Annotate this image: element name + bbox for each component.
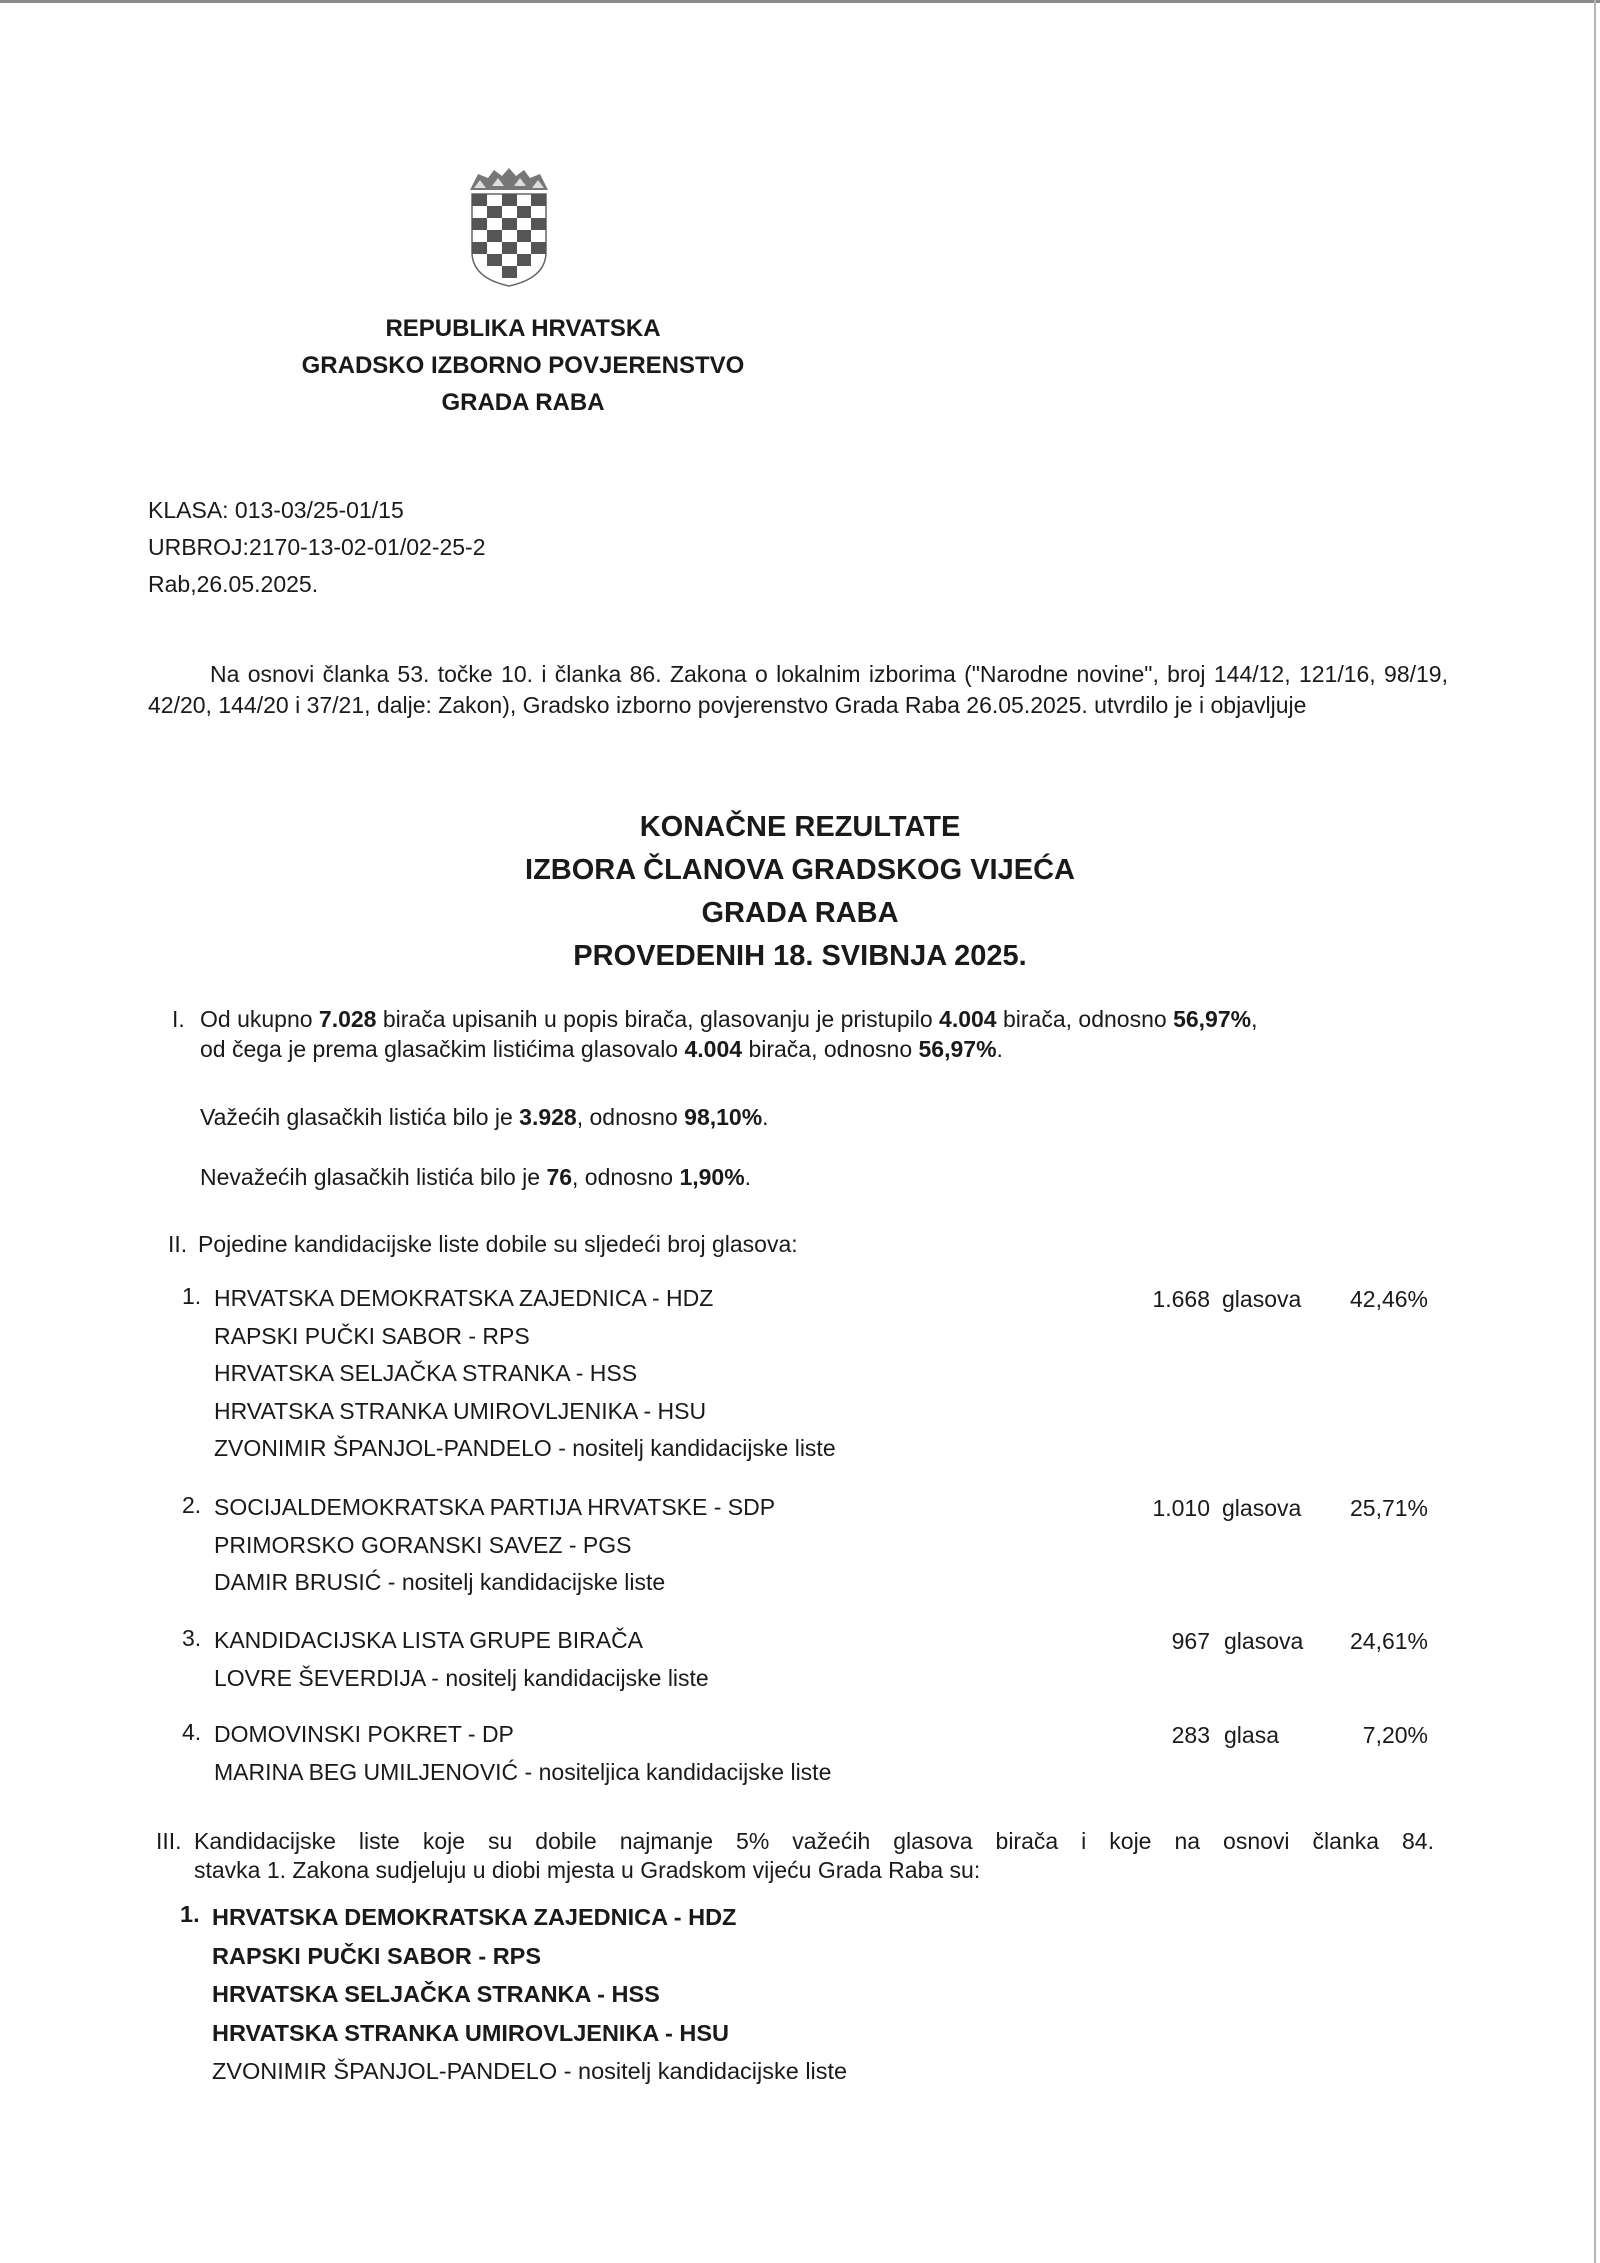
invalid-ballots-line xyxy=(200,1162,751,1193)
vote-percent: 7,20% xyxy=(1362,1722,1428,1748)
title-line-4: PROVEDENIH 18. SVIBNJA 2025. xyxy=(573,940,1027,972)
text: Od ukupno xyxy=(200,1006,319,1032)
vote-percent: 42,46% xyxy=(1349,1286,1428,1312)
document-title xyxy=(300,806,1300,978)
valid-ballots-line xyxy=(200,1102,769,1133)
list-parties xyxy=(214,1716,831,1791)
vote-count: 1.668 xyxy=(1152,1286,1210,1312)
text: , odnosno xyxy=(576,1104,685,1130)
party-name: HRVATSKA SELJAČKA STRANKA - HSS xyxy=(214,1360,638,1386)
holder-name: MARINA BEG UMILJENOVIĆ xyxy=(214,1758,519,1785)
intro-paragraph xyxy=(148,659,1448,721)
party-name: HRVATSKA DEMOKRATSKA ZAJEDNICA - HDZ xyxy=(212,1904,737,1930)
institution-header xyxy=(200,310,846,421)
list-number: 2. xyxy=(182,1492,202,1518)
section-1-number: I. xyxy=(172,1006,185,1032)
party-name: HRVATSKA DEMOKRATSKA ZAJEDNICA - HDZ xyxy=(214,1285,714,1311)
text: , xyxy=(1251,1006,1258,1032)
vote-percent: 24,61% xyxy=(1349,1628,1428,1654)
list-holder xyxy=(214,1430,836,1468)
document-meta xyxy=(148,492,486,603)
party-name: HRVATSKA SELJAČKA STRANKA - HSS xyxy=(212,1981,660,2007)
text: . xyxy=(762,1104,769,1130)
vote-word: glasa xyxy=(1224,1722,1279,1748)
party-name: HRVATSKA STRANKA UMIROVLJENIKA - HSU xyxy=(214,1397,707,1424)
party-name: DOMOVINSKI POKRET - DP xyxy=(214,1721,514,1747)
turnout-line-1 xyxy=(200,1004,1257,1035)
party-name: RAPSKI PUČKI SABOR - RPS xyxy=(212,1942,542,1969)
list-parties xyxy=(214,1489,775,1602)
list-holder xyxy=(212,2052,847,2091)
voters-turnout: 4.004 xyxy=(939,1006,997,1032)
vote-count: 283 xyxy=(1171,1722,1210,1748)
ballots-percent: 56,97% xyxy=(918,1036,997,1062)
text: Nevažećih glasačkih listića bilo je xyxy=(200,1164,547,1190)
party-name: HRVATSKA STRANKA UMIROVLJENIKA - HSU xyxy=(212,2019,730,2046)
text: . xyxy=(996,1036,1003,1062)
text: birača upisanih u popis birača, glasovanju je pristupilo xyxy=(376,1006,940,1032)
holder-name: DAMIR BRUSIĆ xyxy=(214,1569,382,1595)
scan-top-edge xyxy=(0,0,1600,3)
vote-percent: 25,71% xyxy=(1349,1495,1428,1521)
vote-word: glasova xyxy=(1222,1495,1302,1521)
vote-count: 1.010 xyxy=(1152,1495,1210,1521)
title-line-2: IZBORA ČLANOVA GRADSKOG VIJEĆA xyxy=(525,854,1075,886)
document-date: Rab,26.05.2025. xyxy=(148,571,319,597)
turnout-line-2 xyxy=(200,1034,1003,1065)
turnout-percent: 56,97% xyxy=(1173,1006,1252,1032)
header-city: GRADA RABA xyxy=(441,389,605,416)
text: . xyxy=(744,1164,752,1190)
text: birača, odnosno xyxy=(996,1006,1174,1032)
text: Važećih glasačkih listića bilo je xyxy=(200,1104,520,1130)
header-country: REPUBLIKA HRVATSKA xyxy=(385,315,661,342)
list-parties xyxy=(214,1280,836,1468)
header-body: GRADSKO IZBORNO POVJERENSTVO xyxy=(301,352,745,379)
section-2-number: II. xyxy=(168,1231,188,1257)
party-name: RAPSKI PUČKI SABOR - RPS xyxy=(214,1322,530,1349)
list-holder xyxy=(214,1564,775,1602)
urbroj: URBROJ:2170-13-02-01/02-25-2 xyxy=(148,534,486,560)
vote-word: glasova xyxy=(1224,1628,1304,1654)
holder-role: - nositelj kandidacijske liste xyxy=(381,1569,666,1595)
party-name: SOCIJALDEMOKRATSKA PARTIJA HRVATSKE - SDP xyxy=(214,1494,776,1520)
list-holder xyxy=(214,1660,709,1698)
section-3-line-2: stavka 1. Zakona sudjeluju u diobi mjesta u Gradskom vijeću Grada Raba su: xyxy=(194,1857,981,1883)
section-3-line-1: Kandidacijske liste koje su dobile najmanje 5% važećih glasova birača i koje na osnovi članka 84. xyxy=(194,1828,1434,1854)
invalid-ballots-count: 76 xyxy=(546,1164,573,1190)
holder-name: ZVONIMIR ŠPANJOL-PANDELO xyxy=(212,2058,558,2084)
text: , odnosno xyxy=(572,1164,680,1190)
coat-of-arms-icon xyxy=(466,168,552,288)
list-number: 1. xyxy=(182,1283,202,1309)
intro-text: Na osnovi članka 53. točke 10. i članka 86. Zakona o lokalnim izborima ("Narodne novine", broj 144/12, 121/16, 98/19, 42/20, 144/20 i 37/21, dalje: Zakon), Gradsko izborno povjerenstvo Grada Raba 26.05.2025. utvrdilo je i objavljuje xyxy=(148,661,1448,718)
registered-voters: 7.028 xyxy=(318,1006,377,1032)
party-name: KANDIDACIJSKA LISTA GRUPE BIRAČA xyxy=(214,1627,644,1653)
ballots-voted: 4.004 xyxy=(684,1036,743,1062)
valid-ballots-count: 3.928 xyxy=(519,1104,577,1130)
party-name: PRIMORSKO GORANSKI SAVEZ - PGS xyxy=(214,1531,632,1558)
vote-word: glasova xyxy=(1222,1286,1302,1312)
holder-name: ZVONIMIR ŠPANJOL-PANDELO xyxy=(214,1435,552,1461)
section-3-number: III. xyxy=(156,1828,182,1854)
klasa: KLASA: 013-03/25-01/15 xyxy=(148,497,404,523)
title-line-3: GRADA RABA xyxy=(701,897,899,929)
holder-role: - nositelj kandidacijske liste xyxy=(424,1664,709,1691)
text: birača, odnosno xyxy=(742,1036,919,1062)
list-number: 1. xyxy=(180,1901,200,1927)
list-number: 3. xyxy=(182,1625,202,1651)
holder-role: - nositelj kandidacijske liste xyxy=(557,2058,848,2084)
title-line-1: KONAČNE REZULTATE xyxy=(639,811,961,843)
holder-role: - nositeljica kandidacijske liste xyxy=(518,1758,832,1785)
invalid-ballots-percent: 1,90% xyxy=(679,1164,745,1190)
valid-ballots-percent: 98,10% xyxy=(684,1104,763,1130)
holder-role: - nositelj kandidacijske liste xyxy=(551,1435,836,1461)
holder-name: LOVRE ŠEVERDIJA xyxy=(214,1664,425,1691)
list-parties xyxy=(214,1622,709,1697)
scan-right-edge xyxy=(1594,0,1596,2263)
list-number: 4. xyxy=(182,1719,202,1745)
vote-count: 967 xyxy=(1171,1628,1210,1654)
list-holder xyxy=(214,1754,831,1792)
section-2-text: Pojedine kandidacijske liste dobile su sljedeći broj glasova: xyxy=(198,1231,798,1257)
list-parties xyxy=(212,1898,847,2091)
text: od čega je prema glasačkim listićima glasovalo xyxy=(200,1036,685,1062)
